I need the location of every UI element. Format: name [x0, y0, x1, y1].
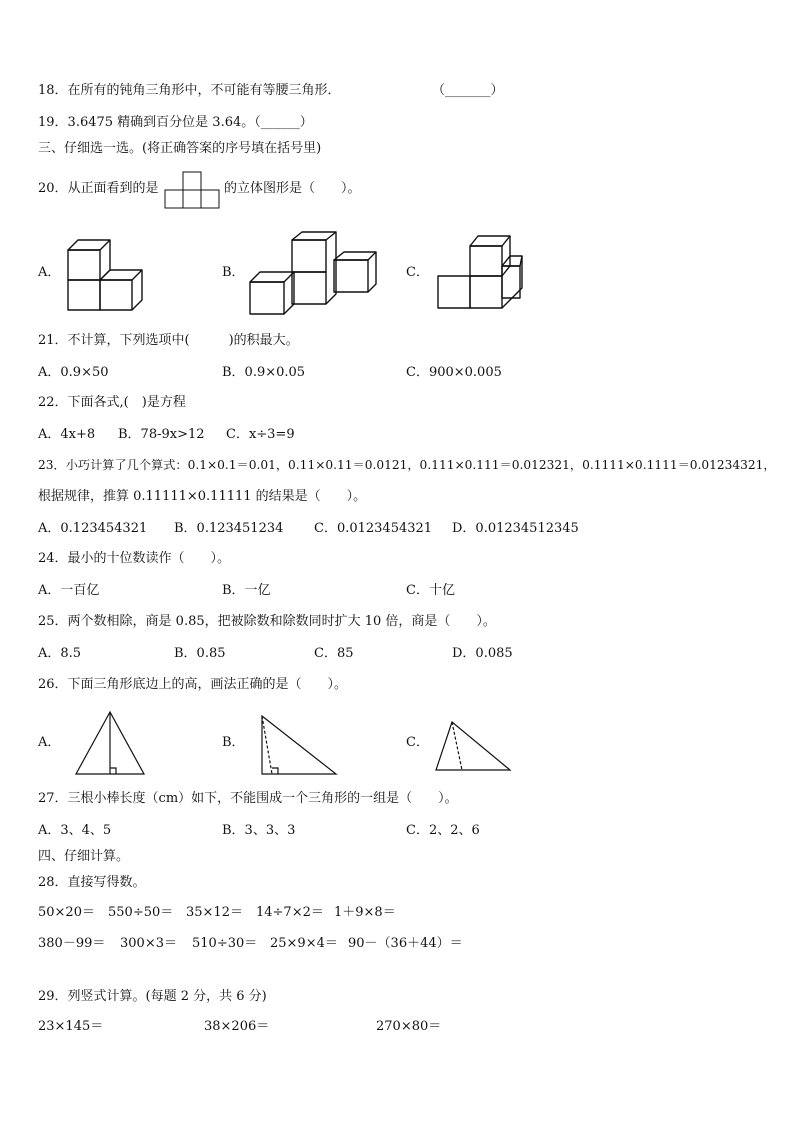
- q27-option-c[interactable]: C．2、2、6: [406, 823, 480, 838]
- q26-option-c-label[interactable]: C．: [406, 735, 429, 750]
- q25-option-d[interactable]: D．0.085: [452, 646, 513, 661]
- question-18: [38, 82, 341, 100]
- q25-option-c[interactable]: C．85: [314, 646, 354, 661]
- question-22: 22．下面各式,( )是方程: [38, 395, 186, 410]
- section-3-heading: 三、仔细选一选。(将正确答案的序号填在括号里): [38, 141, 322, 156]
- question-19: 19．3.6475 精确到百分位是 3.64。（______）: [38, 115, 313, 130]
- calc-item: 380－99＝: [38, 936, 106, 951]
- triangle-figure-c: [434, 720, 512, 772]
- q23-option-d[interactable]: D．0.01234512345: [452, 521, 579, 536]
- question-21: 21．不计算，下列选项中( )的积最大。: [38, 333, 299, 348]
- question-29: 29．列竖式计算。(每题 2 分，共 6 分): [38, 989, 267, 1004]
- q22-option-a[interactable]: A．4x+8: [38, 427, 96, 442]
- q26-option-b-label[interactable]: B．: [222, 735, 245, 750]
- q21-option-b[interactable]: B．0.9×0.05: [222, 365, 306, 380]
- calc-item: 1＋9×8＝: [334, 905, 396, 920]
- question-18-text: 18．在所有的钝角三角形中，不可能有等腰三角形．: [38, 83, 341, 98]
- q24-option-b[interactable]: B．一亿: [222, 583, 271, 598]
- q23-option-a[interactable]: A．0.123454321: [38, 521, 148, 536]
- q20-option-b-label[interactable]: B．: [222, 265, 245, 280]
- front-view-figure: [164, 172, 220, 210]
- question-23-line-1: 23．小巧计算了几个算式：0.1×0.1＝0.01，0.11×0.11＝0.0121，0.111×0.111＝0.012321，0.1111×0.1111＝0.01234321，: [38, 458, 776, 472]
- answer-blank-18[interactable]: （_______）: [432, 83, 504, 98]
- q27-option-a[interactable]: A．3、4、5: [38, 823, 112, 838]
- calc-item: 510÷30＝: [192, 936, 258, 951]
- q23-option-b[interactable]: B．0.123451234: [174, 521, 284, 536]
- calc-item: 25×9×4＝: [270, 936, 338, 951]
- question-26: 26．下面三角形底边上的高，画法正确的是（ ）。: [38, 677, 348, 692]
- section-4-heading: 四、仔细计算。: [38, 849, 130, 864]
- q21-option-a[interactable]: A．0.9×50: [38, 365, 109, 380]
- cube-figure-b: [248, 230, 378, 316]
- calc-item: 14÷7×2＝: [256, 905, 324, 920]
- q24-option-c[interactable]: C．十亿: [406, 583, 455, 598]
- triangle-figure-a: [74, 710, 146, 776]
- q22-option-c[interactable]: C．x÷3=9: [226, 427, 295, 442]
- q22-option-b[interactable]: B．78-9x>12: [118, 427, 205, 442]
- q20-option-c-label[interactable]: C．: [406, 265, 429, 280]
- q26-option-a-label[interactable]: A．: [38, 735, 61, 750]
- cube-figure-c: [436, 234, 526, 312]
- question-20-post: 的立体图形是（ ）。: [224, 181, 361, 196]
- vertical-calc-item: 23×145＝: [38, 1019, 104, 1034]
- q27-option-b[interactable]: B．3、3、3: [222, 823, 296, 838]
- question-20-pre: 20．从正面看到的是: [38, 181, 159, 196]
- question-24: 24．最小的十位数读作（ ）。: [38, 551, 231, 566]
- question-20: [38, 180, 159, 198]
- vertical-calc-item: 270×80＝: [376, 1019, 442, 1034]
- calc-item: 300×3＝: [120, 936, 177, 951]
- q25-option-a[interactable]: A．8.5: [38, 646, 82, 661]
- question-25: 25．两个数相除，商是 0.85，把被除数和除数同时扩大 10 倍，商是（ ）。: [38, 614, 496, 629]
- calc-item: 550÷50＝: [108, 905, 174, 920]
- q23-option-c[interactable]: C．0.0123454321: [314, 521, 433, 536]
- question-28: 28．直接写得数。: [38, 875, 146, 890]
- q20-option-a-label[interactable]: A．: [38, 265, 61, 280]
- q25-option-b[interactable]: B．0.85: [174, 646, 226, 661]
- calc-item: 50×20＝: [38, 905, 95, 920]
- cube-figure-a: [64, 236, 144, 312]
- calc-item: 90－（36＋44）＝: [348, 936, 463, 951]
- q21-option-c[interactable]: C．900×0.005: [406, 365, 502, 380]
- question-23-line-2: 根据规律，推算 0.11111×0.11111 的结果是（ ）。: [38, 489, 367, 504]
- question-27: 27．三根小棒长度（cm）如下，不能围成一个三角形的一组是（ ）。: [38, 791, 458, 806]
- triangle-figure-b: [258, 714, 338, 776]
- q24-option-a[interactable]: A．一百亿: [38, 583, 100, 598]
- vertical-calc-item: 38×206＝: [204, 1019, 270, 1034]
- calc-item: 35×12＝: [186, 905, 243, 920]
